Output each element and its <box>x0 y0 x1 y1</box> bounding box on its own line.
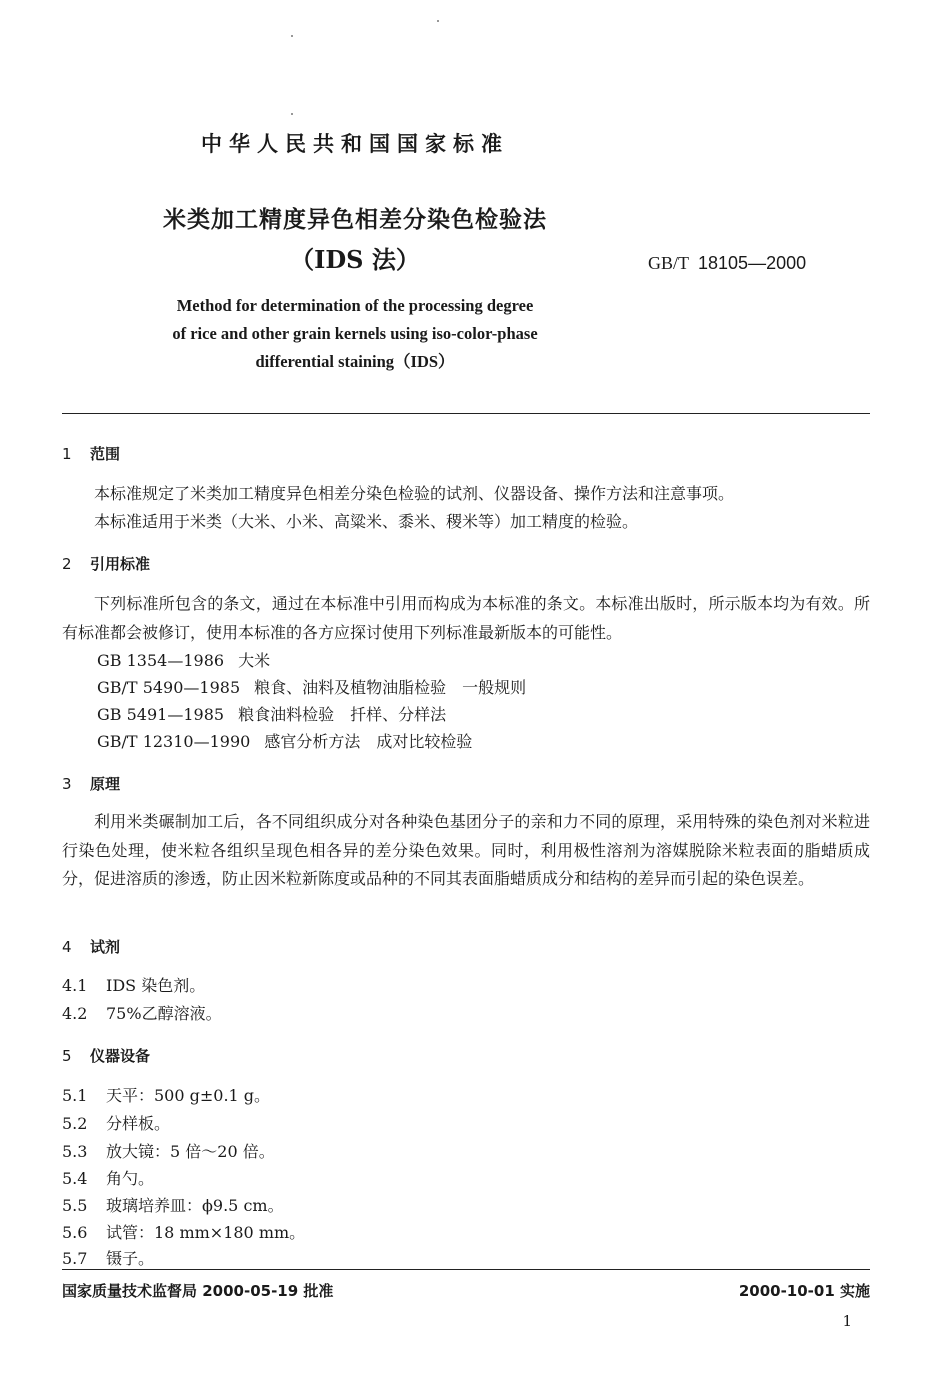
section-heading-reagents <box>62 936 120 957</box>
reference-code: GB/T 12310—1990 <box>97 732 251 751</box>
title-en-line: of rice and other grain kernels using iso-color-phase <box>172 324 538 343</box>
section-heading-references <box>62 553 150 574</box>
reference-title: 感官分析方法 成对比较检验 <box>264 732 473 751</box>
standard-prefix: GB/T <box>648 253 690 273</box>
apparatus-item <box>62 1139 275 1162</box>
section-heading-apparatus <box>62 1045 150 1066</box>
page-number: 1 <box>842 1312 852 1330</box>
item-number: 5.5 <box>62 1196 88 1215</box>
scope-paragraph: 本标准规定了米类加工精度异色相差分染色检验的试剂、仪器设备、操作方法和注意事项。 <box>94 484 735 503</box>
document-title-english <box>0 292 710 376</box>
scan-speck <box>437 20 439 22</box>
reference-item <box>97 729 486 752</box>
apparatus-item <box>62 1083 270 1106</box>
scan-speck <box>291 35 293 37</box>
section-title: 范围 <box>90 445 121 463</box>
reference-title: 粮食、油料及植物油脂检验 一般规则 <box>254 678 527 697</box>
title-en-line: differential staining（IDS） <box>255 352 455 371</box>
reference-item <box>97 648 284 671</box>
apparatus-item <box>62 1246 154 1269</box>
item-text: 角勺。 <box>106 1169 155 1188</box>
item-number: 5.1 <box>62 1086 88 1105</box>
reference-code: GB 5491—1985 <box>97 705 225 724</box>
section-heading-scope <box>62 443 120 464</box>
standard-code: 18105—2000 <box>698 253 807 273</box>
apparatus-item <box>62 1111 170 1134</box>
apparatus-item <box>62 1220 305 1243</box>
section-title: 试剂 <box>90 938 121 956</box>
reference-code: GB 1354—1986 <box>97 651 225 670</box>
item-text: 试管：18 mm×180 mm。 <box>106 1223 306 1242</box>
reference-title: 粮食油料检验 扦样、分样法 <box>238 705 447 724</box>
item-text: 分样板。 <box>106 1114 171 1133</box>
principle-paragraph: 利用米类碾制加工后，各不同组织成分对各种染色基团分子的亲和力不同的原理，采用特殊的染色剂对米粒进行染色处理，使米粒各组织呈现色相各异的差分染色效果。同时，利用极性溶剂为溶媒脱除米粒表面的脂蜡质成分，促进溶质的渗透，防止因米粒新陈度或品种的不同其表面脂蜡质成分和结构的差异而引起的染色误差。 <box>62 812 870 888</box>
reference-code: GB/T 5490—1985 <box>97 678 241 697</box>
implementation-date: 2000-10-01 实施 <box>738 1282 870 1300</box>
item-number: 5.7 <box>62 1249 88 1268</box>
section-title: 引用标准 <box>90 555 151 573</box>
section-number: 1 <box>62 445 72 463</box>
item-text: 镊子。 <box>106 1249 155 1268</box>
document-title-chinese: 米类加工精度异色相差分染色检验法 <box>163 207 547 233</box>
section-title: 仪器设备 <box>90 1047 151 1065</box>
item-number: 4.2 <box>62 1004 88 1023</box>
title-en-line: Method for determination of the processing degree <box>176 296 534 315</box>
footer-divider <box>62 1269 870 1270</box>
approval-date: 国家质量技术监督局 2000-05-19 批准 <box>62 1282 334 1300</box>
reagent-item <box>62 1001 222 1024</box>
item-text: IDS 染色剂。 <box>106 976 206 995</box>
reagent-item <box>62 973 205 996</box>
item-number: 5.4 <box>62 1169 88 1188</box>
item-number: 5.2 <box>62 1114 88 1133</box>
scan-speck <box>291 113 293 115</box>
section-heading-principle <box>62 773 120 794</box>
national-standard-heading: 中华人民共和国国家标准 <box>201 132 509 156</box>
section-title: 原理 <box>90 775 121 793</box>
section-number: 3 <box>62 775 72 793</box>
section-number: 2 <box>62 555 72 573</box>
apparatus-item <box>62 1166 154 1189</box>
document-title-method: （IDS 法） <box>290 245 420 274</box>
apparatus-item <box>62 1193 284 1216</box>
references-paragraph: 下列标准所包含的条文，通过在本标准中引用而构成为本标准的条文。本标准出版时，所示版本均为有效。所有标准都会被修订，使用本标准的各方应探讨使用下列标准最新版本的可能性。 <box>62 594 870 642</box>
standard-number <box>648 253 806 274</box>
item-number: 5.6 <box>62 1223 88 1242</box>
item-text: 放大镜：5 倍～20 倍。 <box>106 1142 275 1161</box>
item-text: 天平：500 g±0.1 g。 <box>106 1086 271 1105</box>
scope-paragraph: 本标准适用于米类（大米、小米、高粱米、黍米、稷米等）加工精度的检验。 <box>94 512 639 531</box>
section-number: 4 <box>62 938 72 956</box>
header-divider <box>62 413 870 414</box>
item-text: 75%乙醇溶液。 <box>106 1004 222 1023</box>
item-number: 4.1 <box>62 976 88 995</box>
item-text: 玻璃培养皿：ϕ9.5 cm。 <box>106 1196 284 1215</box>
item-number: 5.3 <box>62 1142 88 1161</box>
reference-item <box>97 675 540 698</box>
reference-item <box>97 702 460 725</box>
section-number: 5 <box>62 1047 72 1065</box>
reference-title: 大米 <box>238 651 271 670</box>
